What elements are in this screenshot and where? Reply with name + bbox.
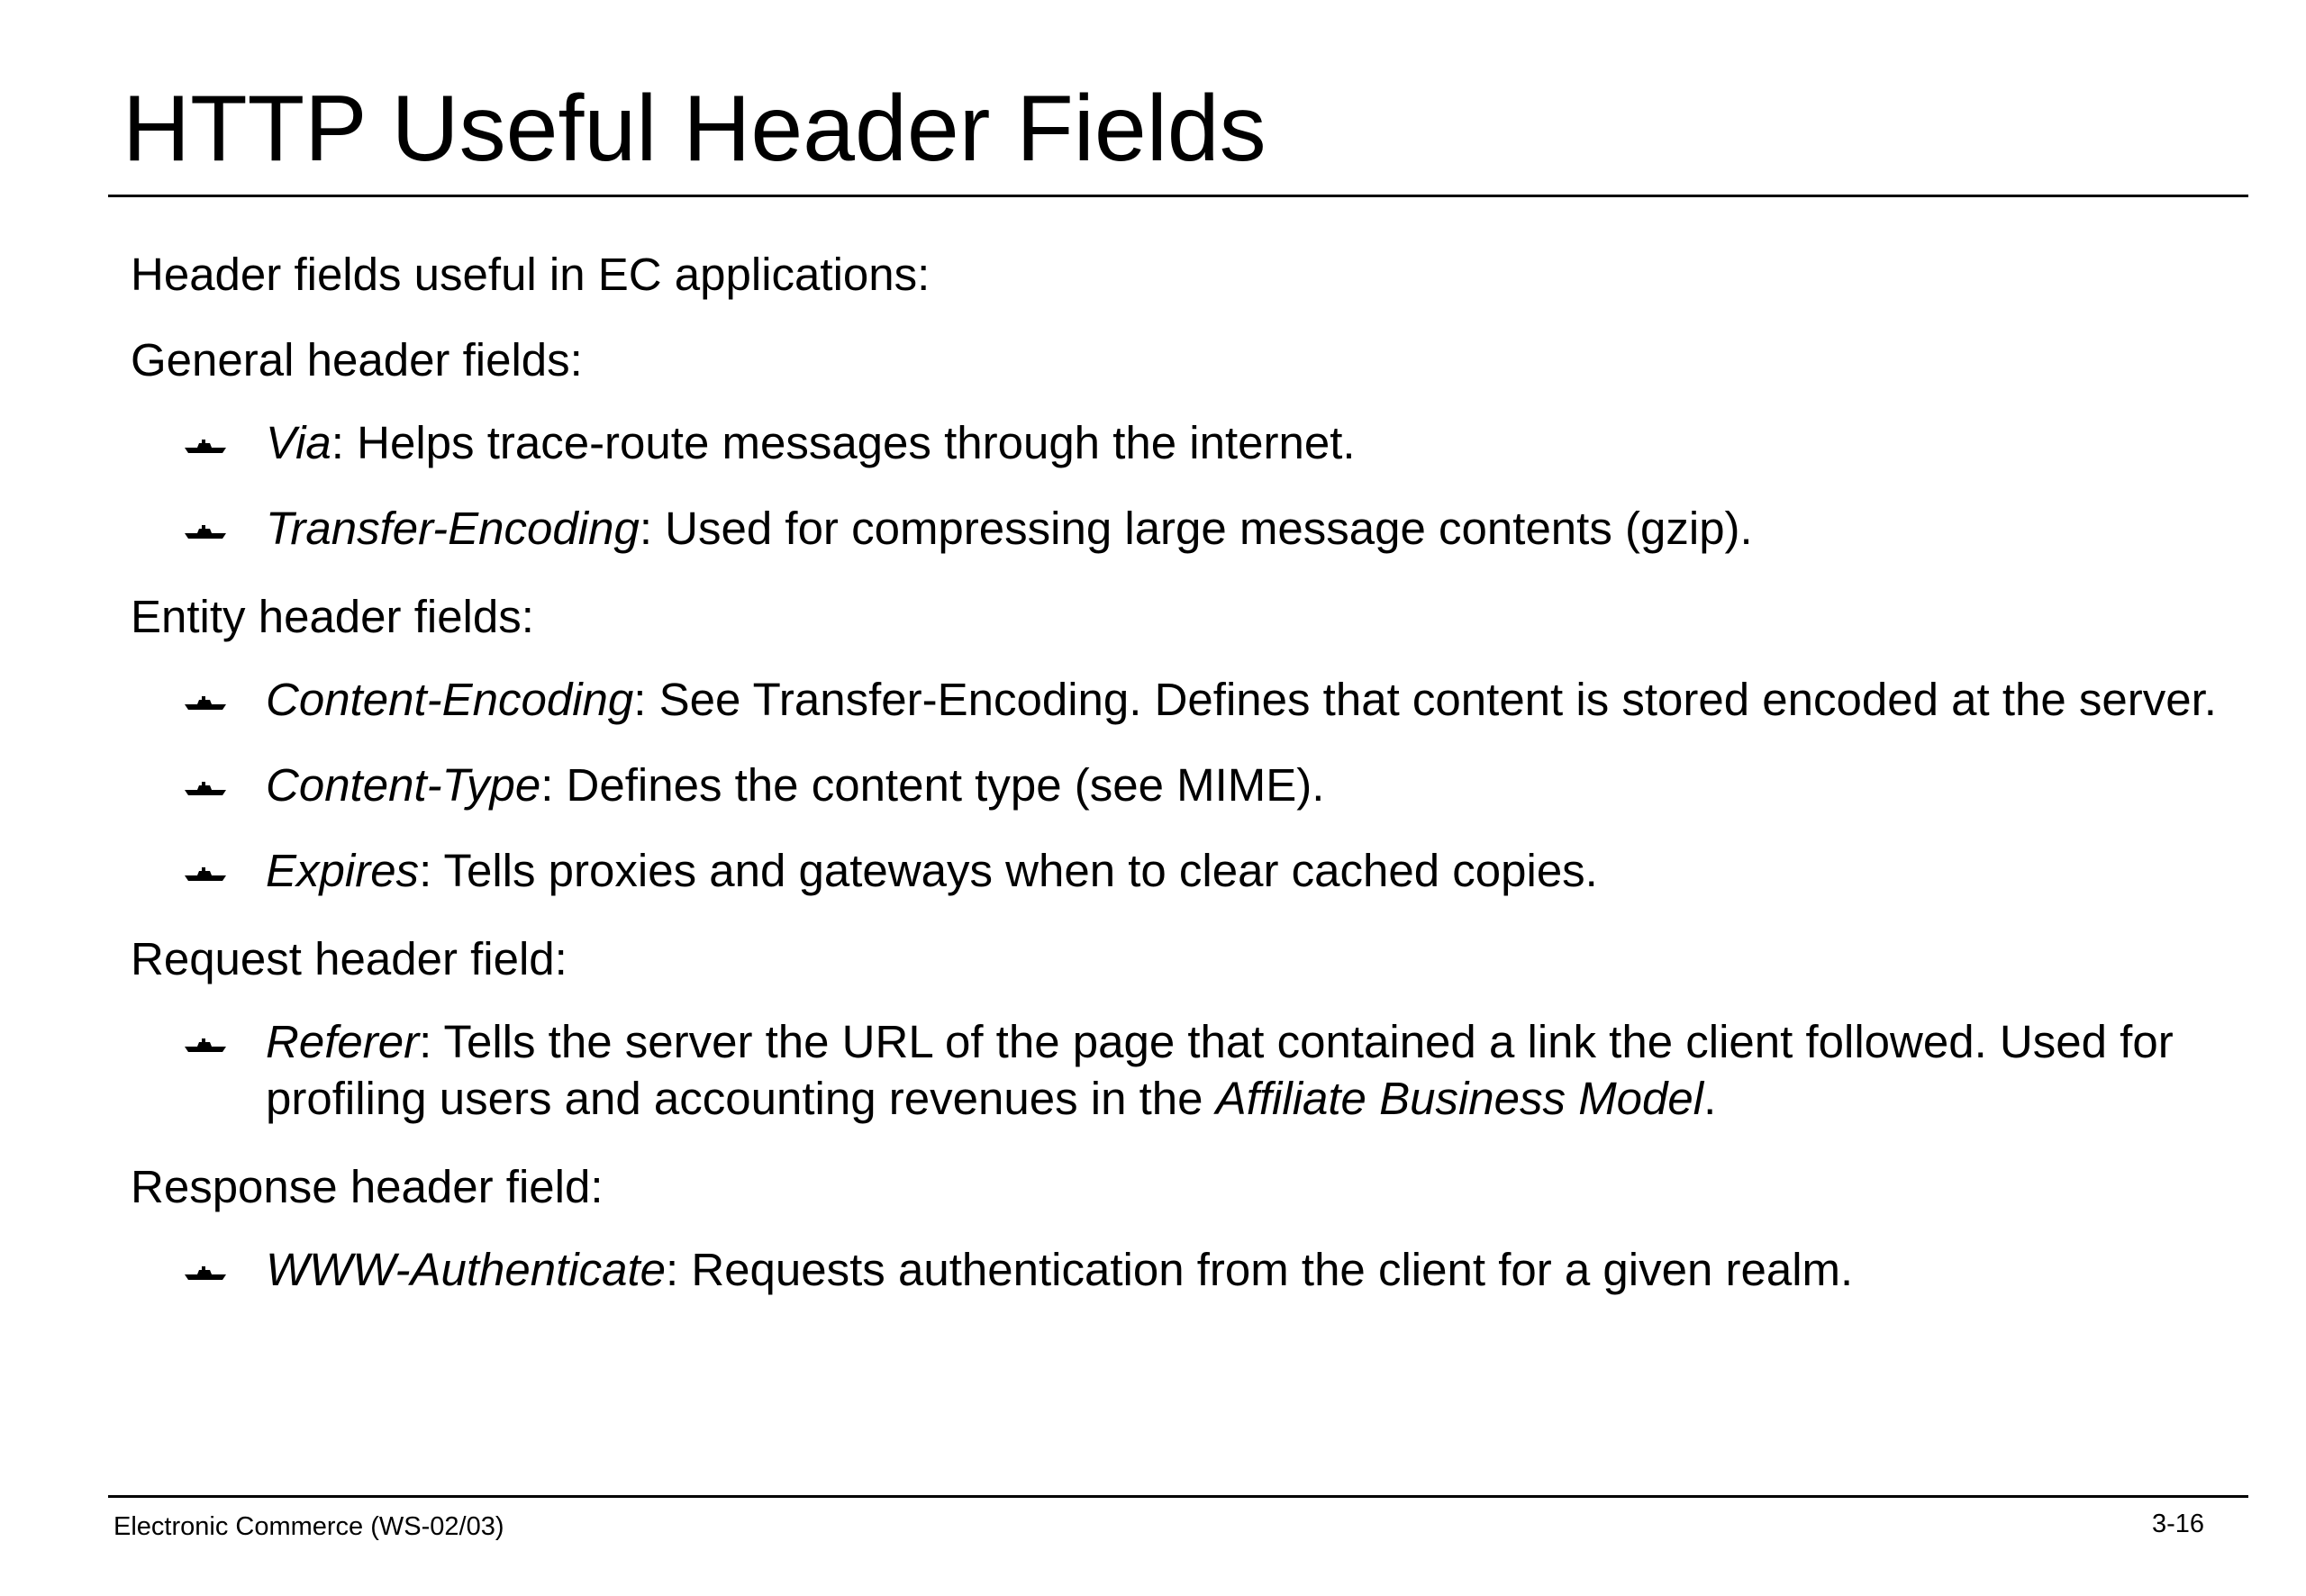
sentence-end: . bbox=[1703, 1073, 1717, 1124]
ship-icon bbox=[185, 439, 226, 455]
field-name: WWW-Authenticate bbox=[266, 1244, 667, 1295]
list-item-content-encoding bbox=[131, 671, 2306, 728]
general-heading: General header fields: bbox=[131, 334, 583, 385]
field-name: Referer bbox=[266, 1016, 420, 1067]
field-name: Via bbox=[266, 417, 331, 468]
field-description: : Tells the server the URL of the page that contained a link the client followed. Used for profiling users and accounting revenues in the bbox=[266, 1016, 2174, 1124]
response-heading: Response header field: bbox=[131, 1161, 604, 1212]
field-description: : See Transfer-Encoding. Defines that content is stored encoded at the server. bbox=[633, 674, 2217, 725]
slide-body bbox=[131, 243, 2217, 1327]
title-divider bbox=[108, 195, 2248, 197]
request-heading: Request header field: bbox=[131, 933, 567, 984]
ship-icon bbox=[185, 866, 226, 883]
list-item-referer bbox=[131, 1013, 2306, 1127]
ship-icon bbox=[185, 1038, 226, 1054]
field-name: Content-Type bbox=[266, 759, 541, 811]
intro-line: Header fields useful in EC applications: bbox=[131, 249, 931, 300]
field-name: Content-Encoding bbox=[266, 674, 634, 725]
ship-icon bbox=[185, 781, 226, 797]
footer-page-number: 3-16 bbox=[2151, 1510, 2204, 1538]
field-description: : Requests authentication from the client for a given realm. bbox=[666, 1244, 1854, 1295]
footer-divider bbox=[108, 1495, 2248, 1498]
field-description: : Defines the content type (see MIME). bbox=[540, 759, 1325, 811]
list-item-content-type bbox=[131, 757, 2202, 813]
field-name: Transfer-Encoding bbox=[266, 503, 640, 554]
list-item-expires bbox=[131, 842, 2202, 899]
field-description: : Used for compressing large message contents (gzip). bbox=[639, 503, 1753, 554]
ship-icon bbox=[185, 695, 226, 712]
ship-icon bbox=[185, 524, 226, 540]
field-name: Expires bbox=[266, 845, 420, 896]
list-item-transfer-encoding bbox=[131, 500, 2202, 557]
field-description: : Helps trace-route messages through the internet. bbox=[331, 417, 1356, 468]
footer-course: Electronic Commerce (WS-02/03) bbox=[113, 1512, 504, 1541]
entity-heading: Entity header fields: bbox=[131, 591, 534, 642]
business-model-emphasis: Affiliate Business Model bbox=[1215, 1073, 1704, 1124]
field-description: : Tells proxies and gateways when to clear cached copies. bbox=[419, 845, 1598, 896]
list-item-www-authenticate bbox=[131, 1241, 2202, 1298]
ship-icon bbox=[185, 1265, 226, 1282]
slide-title: HTTP Useful Header Fields bbox=[123, 77, 1266, 181]
list-item-via bbox=[131, 414, 2202, 471]
